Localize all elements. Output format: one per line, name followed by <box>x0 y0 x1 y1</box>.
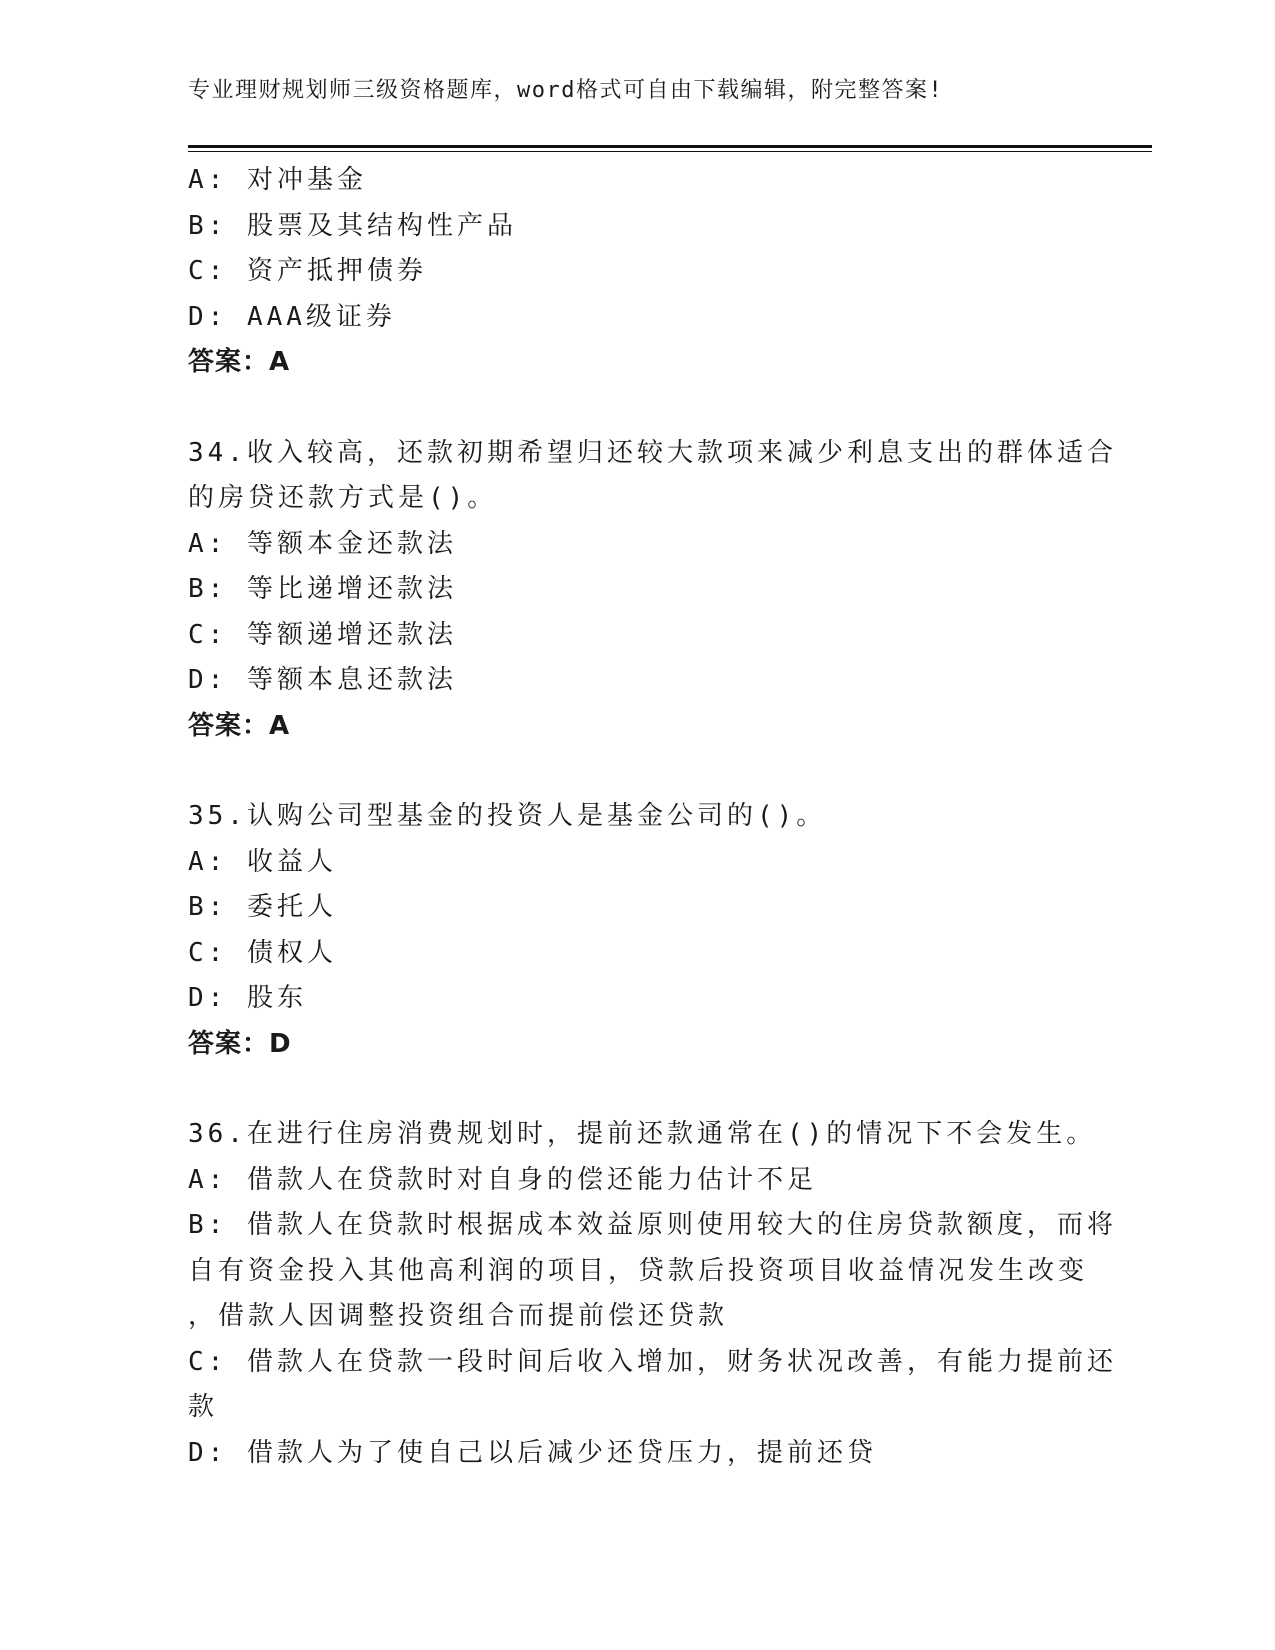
spacer <box>188 386 1088 431</box>
option-b-line: ，借款人因调整投资组合而提前偿还贷款 <box>188 1301 729 1331</box>
spacer <box>188 1067 1088 1112</box>
answer-label: 答案：A <box>188 710 291 741</box>
option-c-line: C: 借款人在贷款一段时间后收入增加，财务状况改善，有能力提前还 <box>188 1346 1117 1377</box>
option-a: A: 等额本金还款法 <box>188 528 457 559</box>
question-text-line: 36.在进行住房消费规划时，提前还款通常在()的情况下不会发生。 <box>188 1119 1097 1149</box>
option-d: D: 借款人为了使自己以后减少还贷压力，提前还贷 <box>188 1437 877 1468</box>
option-d: D: AAA级证券 <box>188 301 396 332</box>
question-text-line: 35.认购公司型基金的投资人是基金公司的()。 <box>188 801 827 831</box>
option-b: B: 等比递增还款法 <box>188 574 457 604</box>
question-block-35 <box>188 794 1088 1067</box>
option-b-line: B: 借款人在贷款时根据成本效益原则使用较大的住房贷款额度，而将 <box>188 1210 1117 1240</box>
question-text-line: 34.收入较高，还款初期希望归还较大款项来减少利息支出的群体适合 <box>188 437 1117 468</box>
question-block-36 <box>188 1112 1117 1476</box>
option-c: C: 等额递增还款法 <box>188 619 457 650</box>
question-block-33 <box>188 158 1088 386</box>
option-a: A: 借款人在贷款时对自身的偿还能力估计不足 <box>188 1164 817 1195</box>
option-b: B: 委托人 <box>188 892 337 922</box>
option-d: D: 等额本息还款法 <box>188 665 457 695</box>
question-list <box>188 158 1117 1476</box>
spacer <box>188 749 1088 794</box>
question-block-34 <box>188 431 1117 750</box>
page-header: 专业理财规划师三级资格题库，word格式可自由下载编辑，附完整答案! <box>188 78 944 103</box>
option-a: A: 收益人 <box>188 846 337 877</box>
answer-label: 答案：A <box>188 347 291 377</box>
answer-label: 答案：D <box>188 1028 292 1059</box>
question-text-line: 的房贷还款方式是()。 <box>188 483 498 513</box>
option-b-line: 自有资金投入其他高利润的项目，贷款后投资项目收益情况发生改变 <box>188 1255 1089 1286</box>
option-c-line: 款 <box>188 1392 219 1422</box>
option-d: D: 股东 <box>188 983 307 1013</box>
option-a: A: 对冲基金 <box>188 165 367 195</box>
option-c: C: 资产抵押债券 <box>188 256 427 286</box>
option-b: B: 股票及其结构性产品 <box>188 210 517 241</box>
header-rule-thick <box>188 145 1152 148</box>
option-c: C: 债权人 <box>188 937 337 968</box>
header-rule-thin <box>188 151 1152 152</box>
